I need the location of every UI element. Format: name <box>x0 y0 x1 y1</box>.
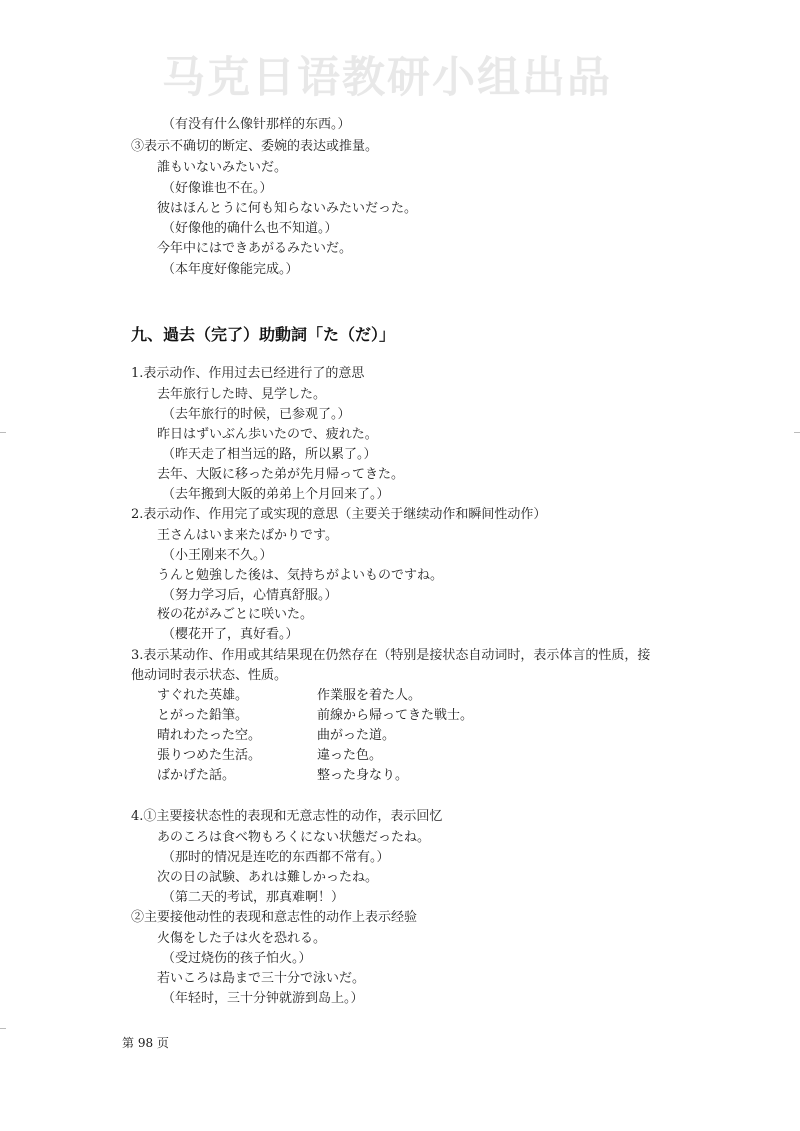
item-title: ②主要接他动性的表现和意志性的动作上表示经验 <box>131 910 418 925</box>
example-left: 晴れわたった空。 <box>157 728 262 743</box>
item-title: 4.①主要接状态性的表现和无意志性的动作，表示回忆 <box>131 809 443 824</box>
text-line: 桜の花がみごとに咲いた。 <box>157 607 314 622</box>
text-line: 彼はほんとうに何も知らないみたいだった。 <box>157 201 418 216</box>
example-right: 前線から帰ってきた戦士。 <box>317 708 474 723</box>
example-left: すぐれた英雄。 <box>157 688 249 703</box>
section-heading: 九、過去（完了）助動詞「た（だ）」 <box>131 325 396 344</box>
page-number: 第 98 页 <box>122 1036 169 1050</box>
item-title: 1.表示动作、作用过去已经进行了的意思 <box>131 366 365 381</box>
item-title: 他动词时表示状态、性质。 <box>131 668 288 683</box>
example-pair-row <box>157 768 408 784</box>
text-line: 去年旅行した時、見学した。 <box>157 387 327 402</box>
example-pair-row <box>157 728 395 744</box>
text-line: （那时的情况是连吃的东西都不常有。） <box>162 850 390 865</box>
example-pair-row <box>157 688 421 704</box>
text-line: （小王刚来不久。） <box>162 548 273 563</box>
text-line: （好像谁也不在。） <box>162 181 273 196</box>
text-line: （受过烧伤的孩子怕火。） <box>162 951 312 966</box>
example-right: 作業服を着た人。 <box>317 688 422 703</box>
text-line: 昨日はずいぶん歩いたので、疲れた。 <box>157 427 378 442</box>
text-line: ③表示不确切的断定、委婉的表达或推量。 <box>131 139 379 154</box>
text-line: （第二天的考试，那真难啊！） <box>162 890 345 905</box>
scan-edge-mark <box>794 432 800 433</box>
text-line: （樱花开了，真好看。） <box>162 627 299 642</box>
item-title: 3.表示某动作、作用或其结果现在仍然存在（特别是接状态自动词时，表示体言的性质，接 <box>131 648 651 663</box>
text-line: （去年旅行的时候，已参观了。） <box>162 407 351 422</box>
text-line: 次の日の試験、あれは難しかったね。 <box>157 870 379 885</box>
text-line: 若いころは島まで三十分で泳いだ。 <box>157 971 366 986</box>
example-right: 違った色。 <box>317 748 383 763</box>
scan-edge-mark <box>0 1028 6 1029</box>
text-line: （去年搬到大阪的弟弟上个月回来了。） <box>162 487 390 502</box>
text-line: 誰もいないみたいだ。 <box>157 160 288 175</box>
text-line: 火傷をした子は火を恐れる。 <box>157 931 327 946</box>
text-line: （有没有什么像针那样的东西。） <box>162 117 351 132</box>
example-left: とがった鉛筆。 <box>157 708 249 723</box>
text-line: うんと勉強した後は、気持ちがよいものですね。 <box>157 568 444 583</box>
scan-edge-mark <box>0 432 6 433</box>
watermark: 马克日语教研小组出品 <box>162 53 612 103</box>
text-line: （好像他的确什么也不知道。） <box>162 221 338 236</box>
text-line: 今年中にはできあがるみたいだ。 <box>157 241 353 256</box>
text-line: 去年、大阪に移った弟が先月帰ってきた。 <box>157 467 405 482</box>
example-pair-row <box>157 748 382 764</box>
text-line: （昨天走了相当远的路，所以累了。） <box>162 447 377 462</box>
example-left: ばかげた話。 <box>157 768 236 783</box>
item-title: 2.表示动作、作用完了或实现的意思（主要关于继续动作和瞬间性动作） <box>131 507 547 522</box>
example-left: 張りつめた生活。 <box>157 748 262 763</box>
text-line: （年轻时，三十分钟就游到岛上。） <box>162 991 364 1006</box>
example-right: 整った身なり。 <box>317 768 409 783</box>
text-line: 王さんはいま来たばかりです。 <box>157 528 338 543</box>
text-line: （本年度好像能完成。） <box>162 262 299 277</box>
text-line: あのころは食べ物もろくにない状態だったね。 <box>157 830 431 845</box>
example-pair-row <box>157 708 473 724</box>
text-line: （努力学习后，心情真舒服。） <box>162 588 338 603</box>
example-right: 曲がった道。 <box>317 728 396 743</box>
